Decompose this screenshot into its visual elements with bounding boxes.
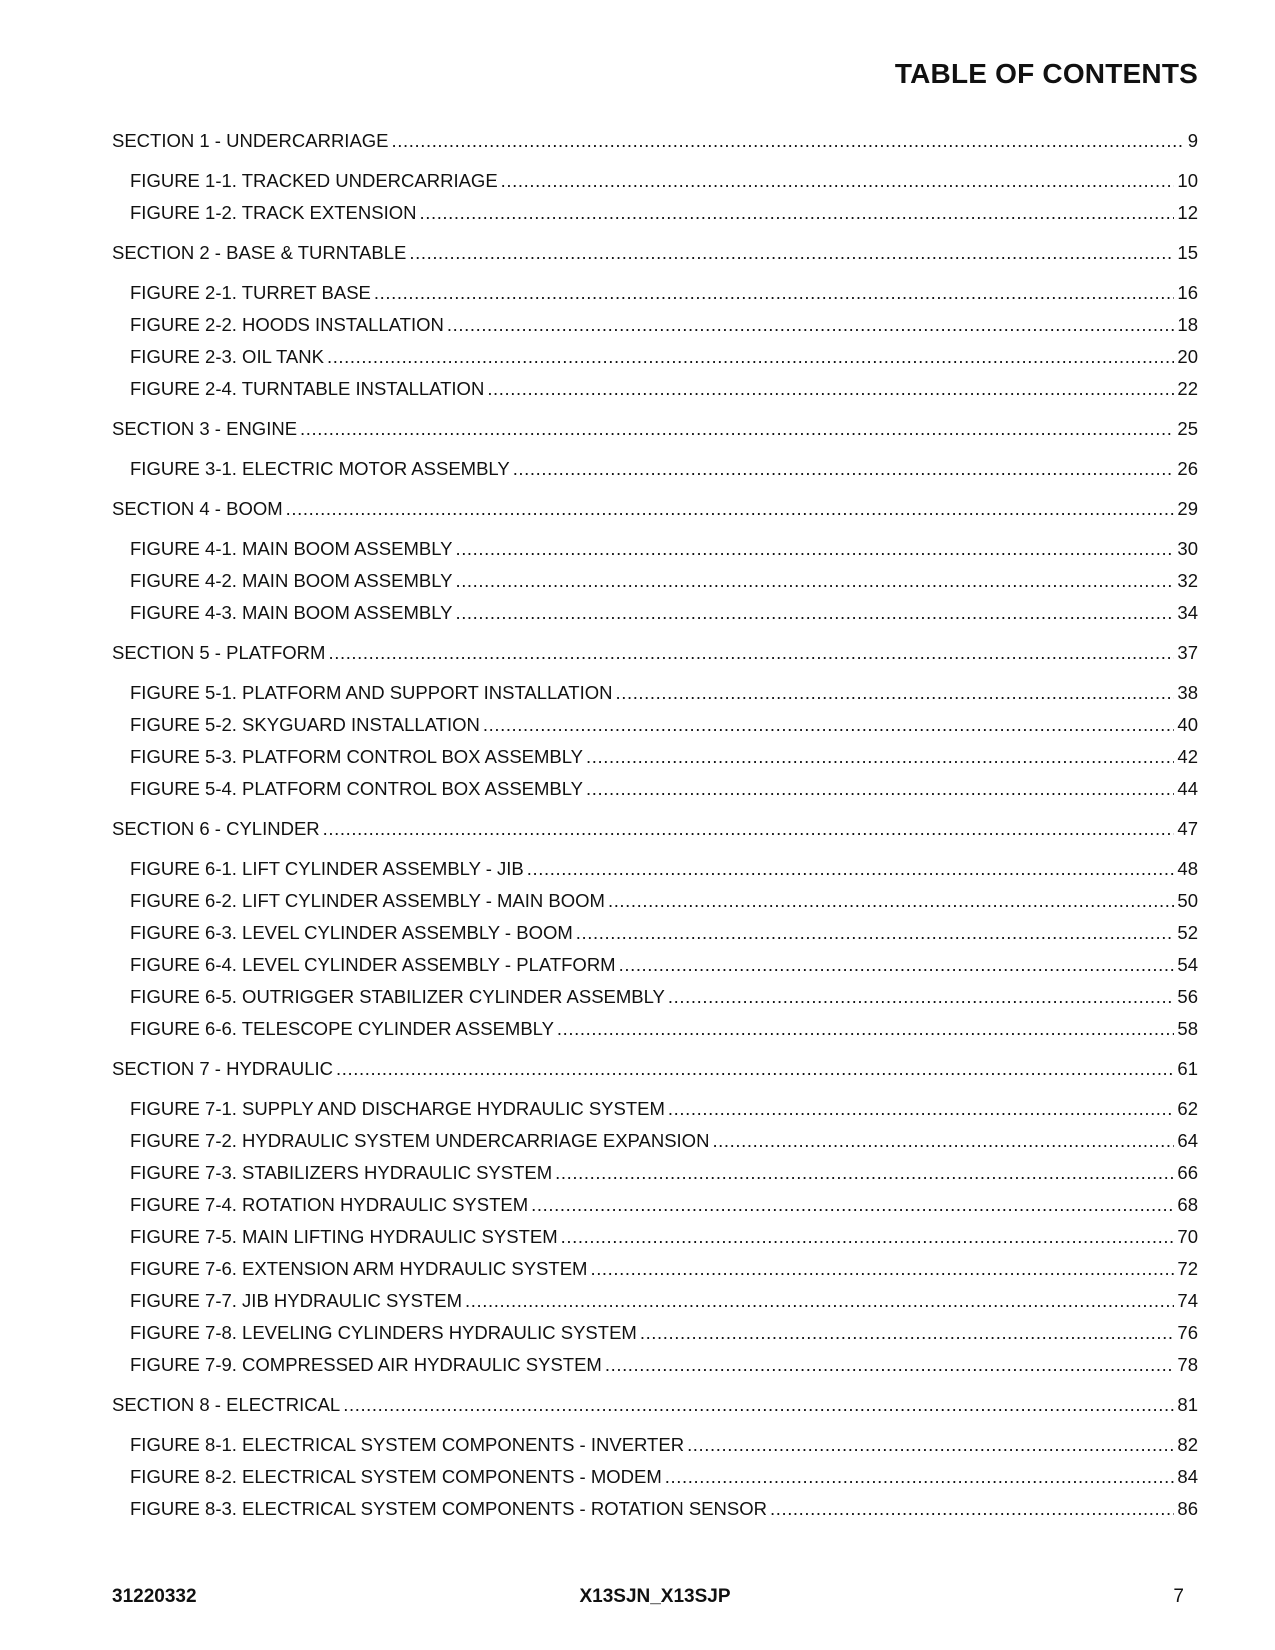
toc-figure-title: FIGURE 7-7. JIB HYDRAULIC SYSTEM xyxy=(130,1290,463,1311)
toc-section-entry[interactable] xyxy=(112,1394,1198,1416)
toc-page-number: 76 xyxy=(1177,1322,1198,1343)
toc-figure-title: FIGURE 5-4. PLATFORM CONTROL BOX ASSEMBLY xyxy=(130,778,583,799)
toc-section-entry[interactable] xyxy=(112,242,1198,264)
dot-leader xyxy=(336,1058,1174,1080)
toc-figure-title: FIGURE 7-3. STABILIZERS HYDRAULIC SYSTEM xyxy=(130,1162,553,1183)
toc-figure-entry[interactable] xyxy=(112,1498,1198,1520)
toc-figure-entry[interactable] xyxy=(112,682,1198,704)
toc-section-entry[interactable] xyxy=(112,642,1198,664)
dot-leader xyxy=(668,986,1175,1008)
toc-page-number: 58 xyxy=(1177,1018,1198,1039)
toc-page-number: 42 xyxy=(1177,746,1198,767)
dot-leader xyxy=(665,1466,1175,1488)
dot-leader xyxy=(615,682,1174,704)
dot-leader xyxy=(419,202,1174,224)
toc-figure-entry[interactable] xyxy=(112,1098,1198,1120)
toc-page-number: 47 xyxy=(1177,818,1198,839)
toc-page-number: 29 xyxy=(1177,498,1198,519)
dot-leader xyxy=(531,1194,1174,1216)
toc-page-number: 16 xyxy=(1177,282,1198,303)
dot-leader xyxy=(557,1018,1175,1040)
toc-figure-entry[interactable] xyxy=(112,314,1198,336)
toc-section-entry[interactable] xyxy=(112,1058,1198,1080)
dot-leader xyxy=(286,498,1175,520)
toc-page-number: 32 xyxy=(1177,570,1198,591)
toc-page-number: 84 xyxy=(1177,1466,1198,1487)
toc-figure-entry[interactable] xyxy=(112,1226,1198,1248)
toc-figure-entry[interactable] xyxy=(112,458,1198,480)
toc-page-number: 86 xyxy=(1177,1498,1198,1519)
toc-figure-title: FIGURE 5-1. PLATFORM AND SUPPORT INSTALLATION xyxy=(130,682,613,703)
dot-leader xyxy=(586,778,1174,800)
toc-page-number: 70 xyxy=(1177,1226,1198,1247)
toc-figure-title: FIGURE 7-2. HYDRAULIC SYSTEM UNDERCARRIAGE EXPANSION xyxy=(130,1130,710,1151)
dot-leader xyxy=(770,1498,1174,1520)
dot-leader xyxy=(409,242,1174,264)
toc-page-number: 52 xyxy=(1177,922,1198,943)
dot-leader xyxy=(513,458,1175,480)
model-name: X13SJN_X13SJP xyxy=(579,1586,731,1607)
toc-figure-title: FIGURE 4-2. MAIN BOOM ASSEMBLY xyxy=(130,570,453,591)
dot-leader xyxy=(455,538,1174,560)
toc-figure-title: FIGURE 7-4. ROTATION HYDRAULIC SYSTEM xyxy=(130,1194,529,1215)
toc-section-title: SECTION 4 - BOOM xyxy=(112,498,283,519)
dot-leader xyxy=(561,1226,1175,1248)
dot-leader xyxy=(447,314,1175,336)
dot-leader xyxy=(640,1322,1175,1344)
toc-section-entry[interactable] xyxy=(112,418,1198,440)
toc-figure-title: FIGURE 4-3. MAIN BOOM ASSEMBLY xyxy=(130,602,453,623)
toc-figure-title: FIGURE 6-1. LIFT CYLINDER ASSEMBLY - JIB xyxy=(130,858,524,879)
document-number: 31220332 xyxy=(112,1586,197,1607)
toc-figure-title: FIGURE 7-5. MAIN LIFTING HYDRAULIC SYSTEM xyxy=(130,1226,558,1247)
toc-figure-title: FIGURE 1-1. TRACKED UNDERCARRIAGE xyxy=(130,170,498,191)
toc-page-number: 48 xyxy=(1177,858,1198,879)
toc-figure-entry[interactable] xyxy=(112,1162,1198,1184)
toc-figure-entry[interactable] xyxy=(112,538,1198,560)
toc-section-title: SECTION 2 - BASE & TURNTABLE xyxy=(112,242,407,263)
toc-figure-entry[interactable] xyxy=(112,1258,1198,1280)
dot-leader xyxy=(392,130,1185,152)
toc-page-number: 12 xyxy=(1177,202,1198,223)
dot-leader xyxy=(608,890,1174,912)
toc-figure-entry[interactable] xyxy=(112,602,1198,624)
dot-leader xyxy=(328,642,1174,664)
toc-page-number: 38 xyxy=(1177,682,1198,703)
toc-page-number: 10 xyxy=(1177,170,1198,191)
toc-figure-entry[interactable] xyxy=(112,1290,1198,1312)
toc-page-number: 74 xyxy=(1177,1290,1198,1311)
dot-leader xyxy=(501,170,1175,192)
toc-page-number: 20 xyxy=(1177,346,1198,367)
toc-figure-title: FIGURE 8-2. ELECTRICAL SYSTEM COMPONENTS - MODEM xyxy=(130,1466,662,1487)
toc-figure-entry[interactable] xyxy=(112,1466,1198,1488)
page-title: TABLE OF CONTENTS xyxy=(894,58,1198,89)
dot-leader xyxy=(465,1290,1174,1312)
toc-figure-title: FIGURE 8-3. ELECTRICAL SYSTEM COMPONENTS - ROTATION SENSOR xyxy=(130,1498,767,1519)
toc-page-number: 22 xyxy=(1177,378,1198,399)
toc-figure-title: FIGURE 6-2. LIFT CYLINDER ASSEMBLY - MAIN BOOM xyxy=(130,890,605,911)
dot-leader xyxy=(455,570,1174,592)
toc-figure-entry[interactable] xyxy=(112,282,1198,304)
dot-leader xyxy=(576,922,1175,944)
dot-leader xyxy=(327,346,1174,368)
toc-page-number: 44 xyxy=(1177,778,1198,799)
toc-figure-entry[interactable] xyxy=(112,714,1198,736)
dot-leader xyxy=(487,378,1174,400)
toc-figure-title: FIGURE 7-6. EXTENSION ARM HYDRAULIC SYSTEM xyxy=(130,1258,588,1279)
toc-page-number: 68 xyxy=(1177,1194,1198,1215)
toc-page-number: 81 xyxy=(1177,1394,1198,1415)
page-number: 7 xyxy=(1173,1586,1184,1607)
toc-page-number: 34 xyxy=(1177,602,1198,623)
toc-figure-entry[interactable] xyxy=(112,1322,1198,1344)
dot-leader xyxy=(590,1258,1174,1280)
toc-page-number: 72 xyxy=(1177,1258,1198,1279)
toc-page-number: 15 xyxy=(1177,242,1198,263)
toc-figure-entry[interactable] xyxy=(112,1194,1198,1216)
toc-figure-entry[interactable] xyxy=(112,1434,1198,1456)
toc-figure-entry[interactable] xyxy=(112,1018,1198,1040)
dot-leader xyxy=(712,1130,1174,1152)
toc-figure-title: FIGURE 7-1. SUPPLY AND DISCHARGE HYDRAULIC SYSTEM xyxy=(130,1098,665,1119)
dot-leader xyxy=(586,746,1174,768)
toc-figure-entry[interactable] xyxy=(112,170,1198,192)
toc-figure-title: FIGURE 7-9. COMPRESSED AIR HYDRAULIC SYSTEM xyxy=(130,1354,602,1375)
page-footer xyxy=(112,1586,1198,1610)
toc-figure-title: FIGURE 6-6. TELESCOPE CYLINDER ASSEMBLY xyxy=(130,1018,554,1039)
dot-leader xyxy=(343,1394,1174,1416)
toc-page-number: 82 xyxy=(1177,1434,1198,1455)
toc-figure-entry[interactable] xyxy=(112,1130,1198,1152)
table-of-contents xyxy=(112,130,1198,1520)
toc-section-entry[interactable] xyxy=(112,818,1198,840)
toc-figure-title: FIGURE 2-3. OIL TANK xyxy=(130,346,324,367)
toc-section-title: SECTION 8 - ELECTRICAL xyxy=(112,1394,341,1415)
toc-figure-title: FIGURE 6-3. LEVEL CYLINDER ASSEMBLY - BOOM xyxy=(130,922,573,943)
toc-page-number: 30 xyxy=(1177,538,1198,559)
toc-page-number: 9 xyxy=(1187,130,1198,151)
toc-figure-title: FIGURE 2-1. TURRET BASE xyxy=(130,282,371,303)
dot-leader xyxy=(374,282,1175,304)
toc-figure-title: FIGURE 7-8. LEVELING CYLINDERS HYDRAULIC SYSTEM xyxy=(130,1322,637,1343)
toc-page-number: 37 xyxy=(1177,642,1198,663)
dot-leader xyxy=(300,418,1174,440)
toc-page-number: 78 xyxy=(1177,1354,1198,1375)
toc-figure-title: FIGURE 2-4. TURNTABLE INSTALLATION xyxy=(130,378,485,399)
toc-figure-title: FIGURE 6-5. OUTRIGGER STABILIZER CYLINDER ASSEMBLY xyxy=(130,986,665,1007)
toc-page-number: 40 xyxy=(1177,714,1198,735)
toc-page-number: 56 xyxy=(1177,986,1198,1007)
toc-figure-title: FIGURE 2-2. HOODS INSTALLATION xyxy=(130,314,444,335)
dot-leader xyxy=(605,1354,1175,1376)
toc-figure-entry[interactable] xyxy=(112,378,1198,400)
toc-figure-entry[interactable] xyxy=(112,858,1198,880)
toc-figure-entry[interactable] xyxy=(112,954,1198,976)
dot-leader xyxy=(455,602,1174,624)
toc-figure-entry[interactable] xyxy=(112,746,1198,768)
dot-leader xyxy=(619,954,1175,976)
dot-leader xyxy=(555,1162,1174,1184)
toc-section-title: SECTION 7 - HYDRAULIC xyxy=(112,1058,334,1079)
toc-figure-entry[interactable] xyxy=(112,1354,1198,1376)
toc-page-number: 61 xyxy=(1177,1058,1198,1079)
toc-figure-entry[interactable] xyxy=(112,570,1198,592)
toc-figure-entry[interactable] xyxy=(112,202,1198,224)
toc-page-number: 54 xyxy=(1177,954,1198,975)
dot-leader xyxy=(687,1434,1174,1456)
dot-leader xyxy=(323,818,1175,840)
toc-figure-entry[interactable] xyxy=(112,346,1198,368)
toc-figure-title: FIGURE 8-1. ELECTRICAL SYSTEM COMPONENTS - INVERTER xyxy=(130,1434,685,1455)
toc-page-number: 62 xyxy=(1177,1098,1198,1119)
toc-figure-entry[interactable] xyxy=(112,890,1198,912)
toc-figure-title: FIGURE 5-3. PLATFORM CONTROL BOX ASSEMBLY xyxy=(130,746,583,767)
toc-figure-title: FIGURE 4-1. MAIN BOOM ASSEMBLY xyxy=(130,538,453,559)
toc-section-entry[interactable] xyxy=(112,130,1198,152)
dot-leader xyxy=(527,858,1175,880)
toc-section-title: SECTION 5 - PLATFORM xyxy=(112,642,326,663)
toc-figure-entry[interactable] xyxy=(112,922,1198,944)
dot-leader xyxy=(483,714,1175,736)
toc-figure-entry[interactable] xyxy=(112,986,1198,1008)
toc-figure-entry[interactable] xyxy=(112,778,1198,800)
toc-page-number: 50 xyxy=(1177,890,1198,911)
dot-leader xyxy=(668,1098,1175,1120)
toc-figure-title: FIGURE 1-2. TRACK EXTENSION xyxy=(130,202,417,223)
toc-section-title: SECTION 6 - CYLINDER xyxy=(112,818,320,839)
toc-page-number: 18 xyxy=(1177,314,1198,335)
toc-page-number: 64 xyxy=(1177,1130,1198,1151)
toc-figure-title: FIGURE 5-2. SKYGUARD INSTALLATION xyxy=(130,714,480,735)
toc-page-number: 66 xyxy=(1177,1162,1198,1183)
toc-page-number: 25 xyxy=(1177,418,1198,439)
toc-page-number: 26 xyxy=(1177,458,1198,479)
toc-section-title: SECTION 1 - UNDERCARRIAGE xyxy=(112,130,389,151)
toc-figure-title: FIGURE 6-4. LEVEL CYLINDER ASSEMBLY - PLATFORM xyxy=(130,954,616,975)
toc-figure-title: FIGURE 3-1. ELECTRIC MOTOR ASSEMBLY xyxy=(130,458,510,479)
toc-section-title: SECTION 3 - ENGINE xyxy=(112,418,298,439)
toc-section-entry[interactable] xyxy=(112,498,1198,520)
